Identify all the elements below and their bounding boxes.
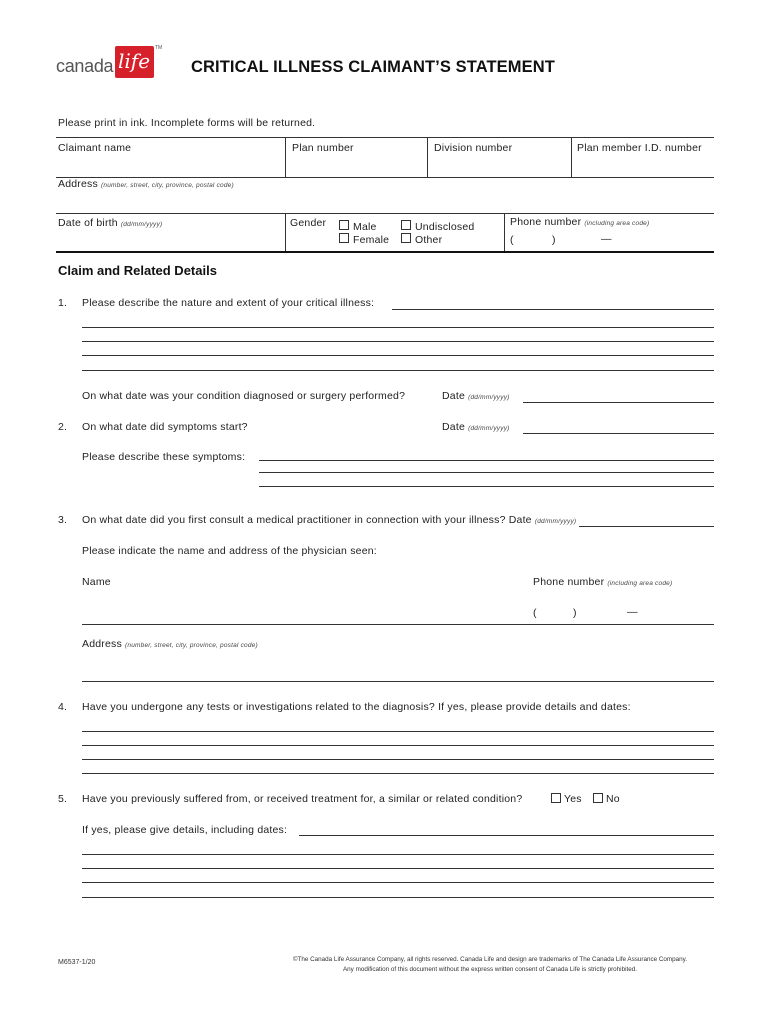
q5-yes-checkbox[interactable] <box>551 793 561 803</box>
dob-field[interactable] <box>57 231 283 251</box>
q1-number: 1. <box>58 297 68 309</box>
divider <box>285 213 286 252</box>
q1-answer-line[interactable] <box>82 327 714 328</box>
gender-female-checkbox[interactable] <box>339 233 349 243</box>
logo-word: canada <box>56 56 114 76</box>
q1-answer-line[interactable] <box>82 355 714 356</box>
address-field[interactable] <box>57 192 713 212</box>
phone-field[interactable] <box>506 231 713 251</box>
q1-answer-line[interactable] <box>82 341 714 342</box>
page-title: CRITICAL ILLNESS CLAIMANT’S STATEMENT <box>191 58 555 76</box>
logo-tm: TM <box>155 45 163 51</box>
q1-date-question: On what date was your condition diagnosed or surgery performed? <box>82 390 406 402</box>
q4-text: Have you undergone any tests or investigations related to the diagnosis? If yes, please provide details and dates: <box>82 701 631 713</box>
q1-answer-line[interactable] <box>392 309 714 310</box>
phone-hint: (including area code) <box>584 220 650 227</box>
dob-label-text: Date of birth <box>58 217 118 229</box>
q5-answer-line[interactable] <box>82 868 714 869</box>
q3-phone-label <box>533 576 672 588</box>
gender-other-checkbox[interactable] <box>401 233 411 243</box>
divider <box>427 137 428 177</box>
gender-undisclosed-checkbox[interactable] <box>401 220 411 230</box>
gender-female-label: Female <box>353 234 390 246</box>
division-number-field[interactable] <box>429 155 569 175</box>
address-label-text: Address <box>58 178 98 190</box>
logo-script: life <box>118 49 151 73</box>
copyright-notice <box>250 955 730 975</box>
form-code: M6537-1/20 <box>58 959 96 966</box>
q5-no-label: No <box>606 793 620 805</box>
q5-answer-line[interactable] <box>82 897 714 898</box>
date-hint: (dd/mm/yyyy) <box>534 518 577 525</box>
gender-male-label: Male <box>353 221 377 233</box>
q3-address-hint: (number, street, city, province, postal code) <box>125 642 258 649</box>
copyright-line-2: Any modification of this document without the express written consent of Canada Life is strictly prohibited. <box>342 966 637 973</box>
q1-date-label <box>442 390 510 402</box>
claimant-name-field[interactable] <box>57 155 283 175</box>
gender-undisclosed-label: Undisclosed <box>415 221 475 233</box>
q5-details-text: If yes, please give details, including dates: <box>82 824 288 836</box>
phone-dash: — <box>601 233 612 245</box>
address-hint: (number, street, city, province, postal code) <box>101 182 234 189</box>
q5-answer-line[interactable] <box>299 835 714 836</box>
dob-label <box>58 217 162 229</box>
q4-answer-line[interactable] <box>82 745 714 746</box>
divider <box>285 137 286 177</box>
gender-label: Gender <box>290 217 327 229</box>
logo-red-box <box>115 46 154 78</box>
phone-label-text: Phone number <box>510 216 582 228</box>
q3-phone-hint: (including area code) <box>607 580 673 587</box>
q2-answer-line[interactable] <box>259 486 714 487</box>
q3-text <box>82 514 576 526</box>
q5-number: 5. <box>58 793 68 805</box>
q4-answer-line[interactable] <box>82 773 714 774</box>
q2-answer-line[interactable] <box>259 472 714 473</box>
date-hint: (dd/mm/yyyy) <box>468 394 510 401</box>
q2-date-field[interactable] <box>523 433 714 434</box>
q3-question: On what date did you first consult a medical practitioner in connection with your illness? Date <box>82 514 532 526</box>
q3-phone-label-text: Phone number <box>533 576 605 588</box>
phone-close-paren: ) <box>552 234 556 246</box>
date-label-text: Date <box>442 421 465 433</box>
divider <box>504 213 505 252</box>
q3-phone-close-paren: ) <box>573 607 577 619</box>
plan-member-id-field[interactable] <box>573 155 713 175</box>
division-number-label: Division number <box>434 142 513 154</box>
gender-other-label: Other <box>415 234 443 246</box>
q3-address-line[interactable] <box>82 681 714 682</box>
q2-answer-line[interactable] <box>259 460 714 461</box>
gender-male-checkbox[interactable] <box>339 220 349 230</box>
divider <box>571 137 572 177</box>
plan-number-field[interactable] <box>287 155 425 175</box>
q3-phone-open-paren: ( <box>533 607 537 619</box>
header-bottom-rule <box>56 251 714 253</box>
q3-number: 3. <box>58 514 68 526</box>
q3-indicate-text: Please indicate the name and address of the physician seen: <box>82 545 377 557</box>
q3-name-label: Name <box>82 576 111 588</box>
canada-life-logo <box>56 46 166 80</box>
q4-number: 4. <box>58 701 68 713</box>
q1-text: Please describe the nature and extent of your critical illness: <box>82 297 375 309</box>
q3-date-field[interactable] <box>579 526 714 527</box>
copyright-line-1: ©The Canada Life Assurance Company, all rights reserved. Canada Life and design are trademarks of The Canada Life Assurance Company. <box>292 956 688 963</box>
q5-answer-line[interactable] <box>82 882 714 883</box>
plan-number-label: Plan number <box>292 142 354 154</box>
q2-describe-text: Please describe these symptoms: <box>82 451 246 463</box>
instruction-text: Please print in ink. Incomplete forms will be returned. <box>58 117 316 129</box>
q2-number: 2. <box>58 421 68 433</box>
q4-answer-line[interactable] <box>82 759 714 760</box>
header-top-rule <box>56 137 714 138</box>
phone-open-paren: ( <box>510 234 514 246</box>
q2-date-label <box>442 421 510 433</box>
q3-phone-dash: — <box>627 606 638 618</box>
phone-label <box>510 216 649 228</box>
address-label <box>58 178 234 190</box>
dob-hint: (dd/mm/yyyy) <box>120 221 163 228</box>
q3-name-phone-line[interactable] <box>82 624 714 625</box>
q5-text: Have you previously suffered from, or received treatment for, a similar or related condition? <box>82 793 523 805</box>
q5-yes-label: Yes <box>564 793 582 805</box>
q1-date-field[interactable] <box>523 402 714 403</box>
q1-answer-line[interactable] <box>82 370 714 371</box>
header-rule <box>56 213 714 214</box>
section-title: Claim and Related Details <box>58 263 217 278</box>
date-label-text: Date <box>442 390 465 402</box>
q4-answer-line[interactable] <box>82 731 714 732</box>
claimant-name-label: Claimant name <box>58 142 132 154</box>
plan-member-id-label: Plan member I.D. number <box>577 142 702 154</box>
date-hint: (dd/mm/yyyy) <box>468 425 510 432</box>
q2-text: On what date did symptoms start? <box>82 421 248 433</box>
q3-address-label-text: Address <box>82 638 122 650</box>
q5-no-checkbox[interactable] <box>593 793 603 803</box>
q5-answer-line[interactable] <box>82 854 714 855</box>
q3-address-label <box>82 638 258 650</box>
